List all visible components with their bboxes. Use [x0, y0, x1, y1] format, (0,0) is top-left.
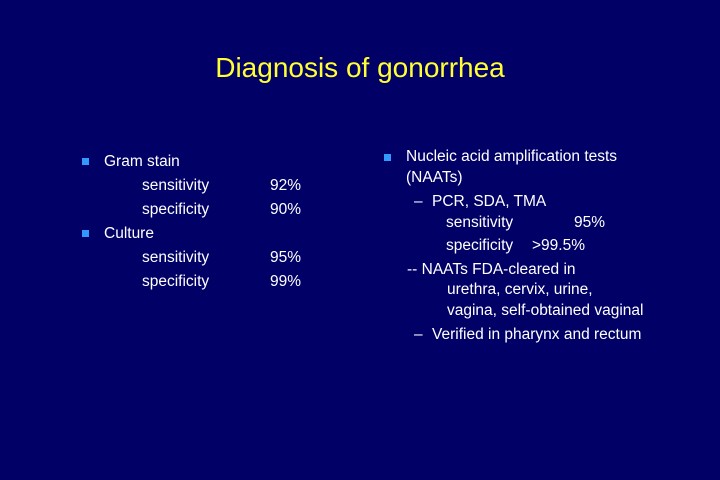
bullet-gram-stain [82, 150, 362, 174]
square-bullet-icon [82, 158, 89, 165]
metric-label: sensitivity [142, 177, 210, 194]
bullet-naat [384, 147, 704, 188]
fda-line-3: vagina, self-obtained vaginal [447, 301, 644, 319]
metric-value: 95% [574, 213, 606, 231]
gram-stain-sensitivity [82, 174, 362, 198]
pcr-label: PCR, SDA, TMA [432, 193, 547, 210]
left-column [82, 150, 362, 294]
metric-label: specificity [142, 273, 210, 290]
gram-stain-label: Gram stain [104, 153, 180, 170]
bullet-culture [82, 222, 362, 246]
square-bullet-icon [82, 230, 89, 237]
dash-marker: – [414, 326, 423, 343]
metric-label: sensitivity [142, 249, 210, 266]
metric-label: sensitivity [446, 213, 514, 231]
metric-value: 95% [270, 249, 302, 266]
metric-value: >99.5% [532, 236, 586, 254]
verified-subitem [384, 325, 704, 346]
metric-value: 99% [270, 273, 302, 290]
dash-marker: – [414, 193, 423, 210]
naat-specificity [384, 236, 704, 259]
metric-value: 90% [270, 201, 302, 218]
culture-specificity [82, 270, 362, 294]
culture-sensitivity [82, 246, 362, 270]
metric-label: specificity [142, 201, 210, 218]
naat-sensitivity [384, 213, 704, 236]
right-column [384, 147, 704, 346]
fda-line-1: -- NAATs FDA-cleared in [407, 260, 576, 278]
metric-value: 92% [270, 177, 302, 194]
gram-stain-specificity [82, 198, 362, 222]
naat-heading-line-1: Nucleic acid amplification tests [406, 148, 618, 165]
square-bullet-icon [384, 154, 391, 161]
verified-label: Verified in pharynx and rectum [432, 326, 642, 343]
metric-label: specificity [446, 236, 514, 254]
naat-heading-line-2: (NAATs) [406, 168, 463, 186]
pcr-subitem [384, 192, 704, 213]
fda-line-2: urethra, cervix, urine, [447, 281, 593, 298]
culture-label: Culture [104, 225, 154, 242]
fda-cleared-note [384, 260, 704, 322]
slide-title: Diagnosis of gonorrhea [215, 52, 505, 83]
